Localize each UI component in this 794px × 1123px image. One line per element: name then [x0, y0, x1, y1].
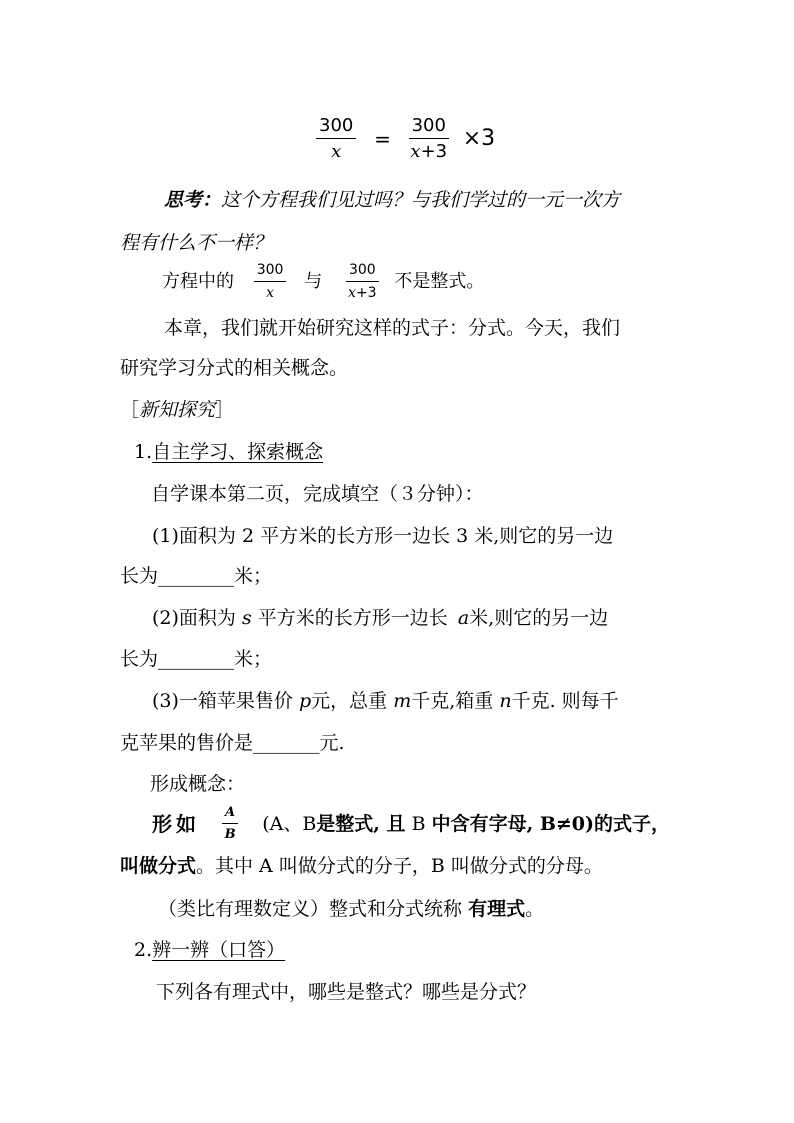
- question-1-line-1: (1)面积为 2 平方米的长方形一边长 3 米,则它的另一边: [152, 525, 614, 547]
- variable-n: n: [499, 690, 512, 712]
- think-line-2: 程有什么不一样？: [120, 232, 273, 254]
- q3-text-d: 千克. 则每千: [511, 690, 619, 712]
- q3-text-b: 元，总重: [311, 690, 388, 712]
- think-text: 这个方程我们见过吗？与我们学过的一元一次方: [221, 189, 621, 211]
- fraction-denominator: B: [224, 827, 236, 842]
- bracket-close: ］: [215, 399, 235, 421]
- fraction-denominator: x: [266, 285, 275, 301]
- q2-text-b: 平方米的长方形一边长: [257, 607, 448, 629]
- variable-s: s: [241, 607, 252, 629]
- chapter-line-2: 研究学习分式的相关概念。: [120, 357, 349, 379]
- denominator-rest: +3: [420, 141, 448, 162]
- note-suffix: 不是整式。: [394, 271, 485, 292]
- part1-instruction: 自学课本第二页，完成填空（３分钟）：: [151, 483, 484, 505]
- q3-text-a: (3)一箱苹果售价: [152, 690, 293, 712]
- question-3-line-1: [152, 689, 619, 713]
- analogy-line: [158, 897, 544, 921]
- chapter-line-1: 本章，我们就开始研究这样的式子：分式。今天，我们: [164, 317, 621, 339]
- definition-cond-c: B: [411, 813, 426, 835]
- definition-term: 叫做分式: [120, 855, 197, 877]
- note-fraction-1: [254, 262, 287, 302]
- question-2-line-1: [152, 606, 608, 630]
- definition-cond-a: (A、B: [262, 813, 317, 835]
- equation-left-fraction: [316, 116, 356, 162]
- fraction-numerator: 300: [409, 116, 449, 139]
- part1-number: 1.: [134, 441, 153, 463]
- fraction-numerator: A: [222, 805, 238, 824]
- part2-question: 下列各有理式中，哪些是整式？哪些是分式？: [156, 981, 537, 1003]
- denominator-rest: +3: [355, 285, 377, 301]
- definition-rest: 。其中 A 叫做分式的分子，B 叫做分式的分母。: [196, 855, 603, 877]
- variable-p: p: [298, 690, 312, 712]
- section-header: [120, 398, 234, 422]
- question-2-line-2: 长为________米；: [120, 648, 273, 670]
- variable-m: m: [393, 690, 412, 712]
- bracket-open: ［: [120, 399, 140, 421]
- part1-title: 自主学习、探索概念: [152, 441, 324, 463]
- fraction-numerator: 300: [254, 262, 287, 282]
- main-equation: [316, 116, 495, 162]
- variable-a: a: [457, 607, 470, 629]
- section-title: 新知探究: [139, 399, 216, 421]
- analogy-term: 有理式: [468, 898, 526, 920]
- think-label: 思考：: [164, 189, 222, 211]
- variable-x: x: [410, 141, 421, 162]
- definition-cond-b: 是整式, 且: [316, 813, 406, 835]
- definition-line-2: [120, 854, 603, 878]
- part1-heading: [134, 440, 323, 464]
- definition-cond-e: 的式子，: [594, 813, 671, 835]
- question-1-line-2: 长为________米；: [120, 565, 273, 587]
- question-3-line-2: 克苹果的售价是_______元.: [120, 732, 345, 754]
- note-prefix: 方程中的: [162, 271, 234, 292]
- part2-heading: [134, 938, 285, 962]
- fraction-denominator: [346, 282, 379, 302]
- definition-prefix: 形如: [152, 812, 200, 836]
- fraction-numerator: 300: [316, 116, 356, 139]
- equation-note: [162, 262, 484, 302]
- fraction-denominator: [409, 139, 449, 162]
- definition-fraction: [222, 805, 238, 843]
- equation-right-fraction: [409, 116, 449, 162]
- definition-cond-d: 中含有字母, B≠0): [431, 813, 595, 835]
- variable-x: x: [348, 285, 356, 301]
- part2-title: 辨一辨（口答）: [152, 939, 286, 961]
- think-line-1: [164, 188, 620, 212]
- fraction-denominator: x: [331, 141, 342, 162]
- note-fraction-2: [346, 262, 379, 302]
- q2-text-c: 米,则它的另一边: [469, 607, 609, 629]
- analogy-prefix: （类比有理数定义）整式和分式统称: [158, 898, 463, 920]
- definition-line-1: [152, 805, 670, 843]
- times-three: ×3: [462, 126, 496, 151]
- part2-number: 2.: [134, 939, 153, 961]
- q2-text-a: (2)面积为: [152, 607, 236, 629]
- analogy-suffix: 。: [525, 898, 545, 920]
- note-middle: 与: [304, 271, 323, 292]
- concept-label: 形成概念：: [150, 773, 246, 795]
- equals-sign: =: [374, 127, 391, 151]
- q3-text-c: 千克,箱重: [411, 690, 494, 712]
- fraction-numerator: 300: [346, 262, 379, 282]
